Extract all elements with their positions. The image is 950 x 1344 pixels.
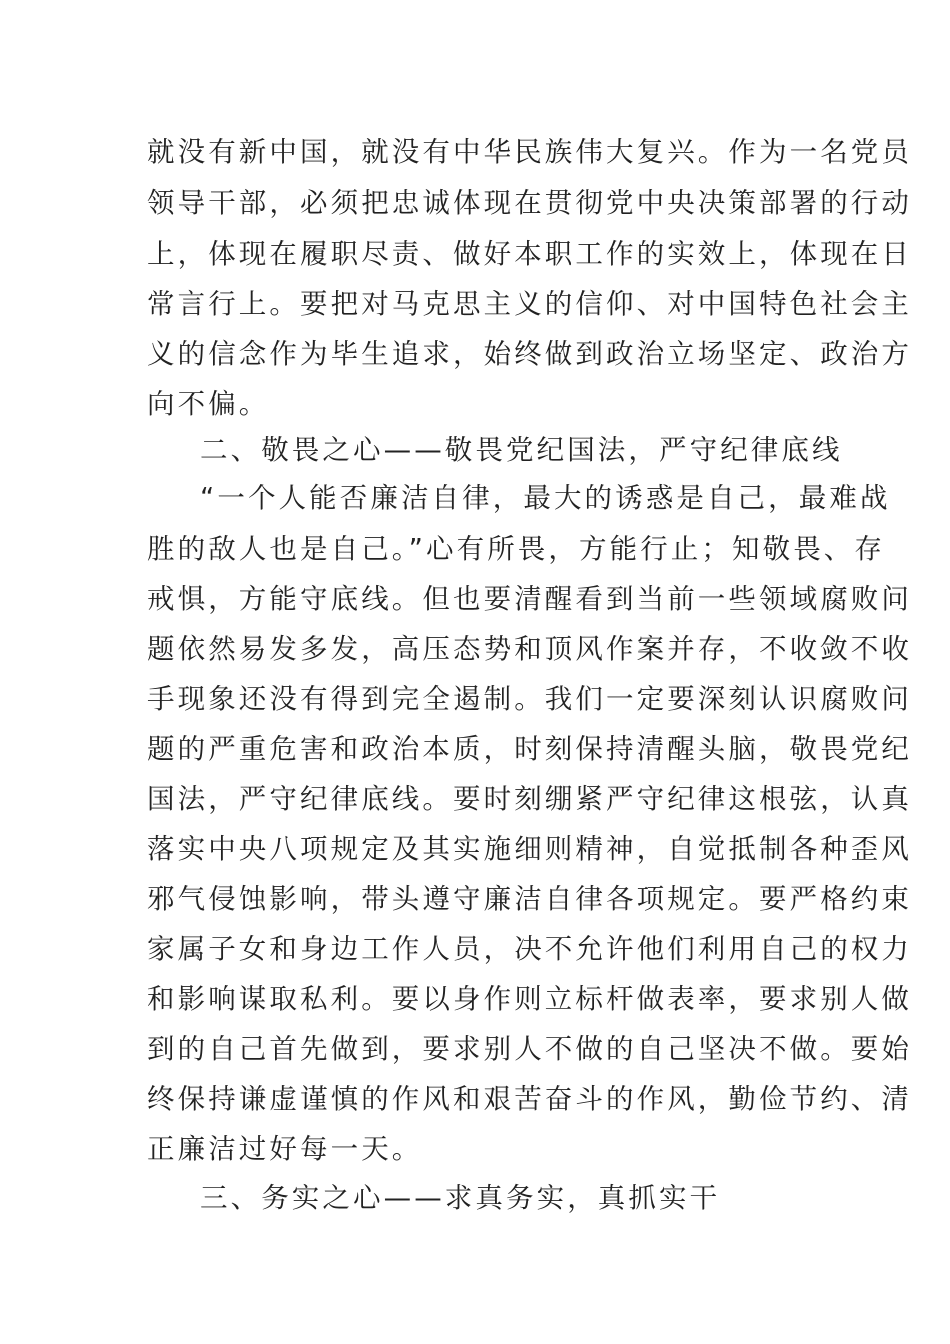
paragraph-line: 题依然易发多发，高压态势和顶风作案并存，不收敛不收 [147,633,912,665]
paragraph-line: 邪气侵蚀影响，带头遵守廉洁自律各项规定。要严格约束 [147,883,912,915]
paragraph-line: 到的自己首先做到，要求别人不做的自己坚决不做。要始 [147,1033,912,1065]
paragraph-line: 领导干部，必须把忠诚体现在贯彻党中央决策部署的行动 [147,187,912,219]
paragraph-line: 戒惧，方能守底线。但也要清醒看到当前一些领域腐败问 [147,583,912,615]
paragraph-line: 国法，严守纪律底线。要时刻绷紧严守纪律这根弦，认真 [147,783,912,815]
paragraph-line: 终保持谦虚谨慎的作风和艰苦奋斗的作风，勤俭节约、清 [147,1083,912,1115]
paragraph-line: 家属子女和身边工作人员，决不允许他们利用自己的权力 [147,933,912,965]
paragraph-line: 就没有新中国，就没有中华民族伟大复兴。作为一名党员 [147,136,912,168]
paragraph-line: 题的严重危害和政治本质，时刻保持清醒头脑，敬畏党纪 [147,733,912,765]
paragraph-line: 向不偏。 [147,388,270,420]
paragraph-line: “一个人能否廉洁自律，最大的诱惑是自己，最难战 [200,482,891,514]
paragraph-line: 常言行上。要把对马克思主义的信仰、对中国特色社会主 [147,288,912,320]
section-heading-2: 二、敬畏之心——敬畏党纪国法，严守纪律底线 [200,434,843,466]
paragraph-line: 正廉洁过好每一天。 [147,1133,423,1165]
paragraph-line: 落实中央八项规定及其实施细则精神，自觉抵制各种歪风 [147,833,912,865]
paragraph-line: 手现象还没有得到完全遏制。我们一定要深刻认识腐败问 [147,683,912,715]
paragraph-line: 义的信念作为毕生追求，始终做到政治立场坚定、政治方 [147,338,912,370]
paragraph-line: 和影响谋取私利。要以身作则立标杆做表率，要求别人做 [147,983,912,1015]
paragraph-line: 胜的敌人也是自己。”心有所畏，方能行止；知敬畏、存 [147,533,885,565]
paragraph-line: 上，体现在履职尽责、做好本职工作的实效上，体现在日 [147,238,912,270]
section-heading-3: 三、务实之心——求真务实，真抓实干 [200,1182,721,1214]
